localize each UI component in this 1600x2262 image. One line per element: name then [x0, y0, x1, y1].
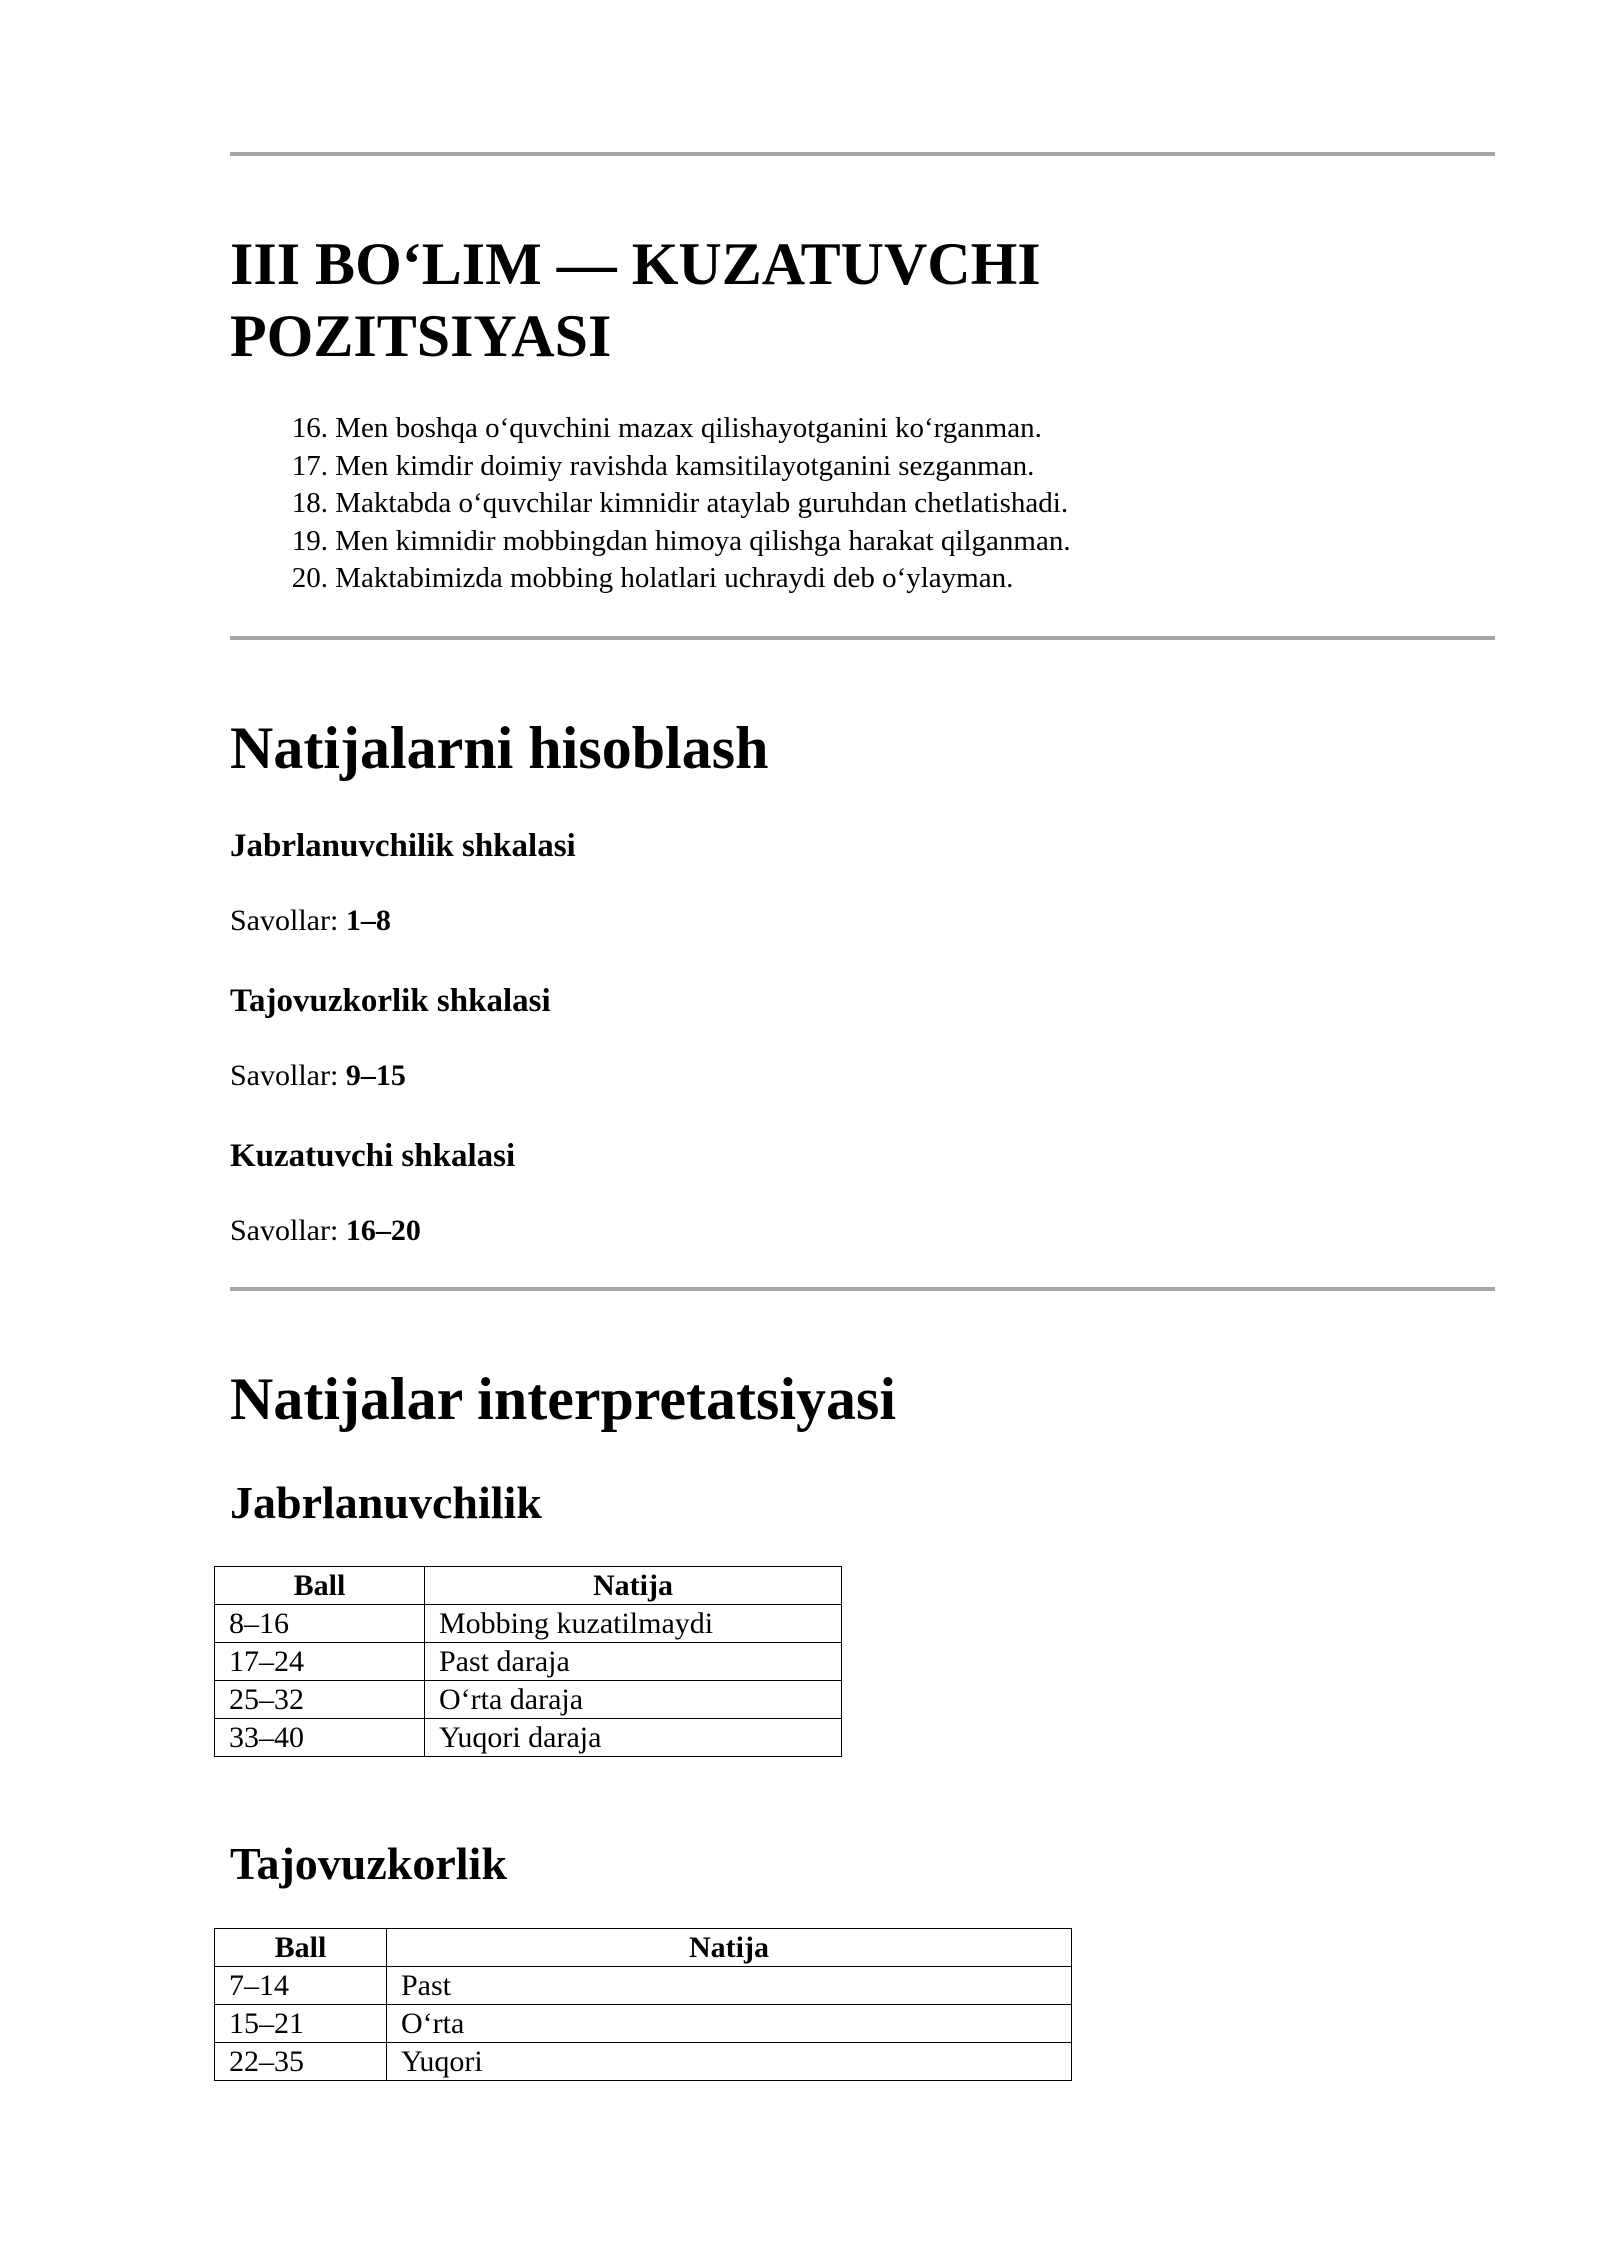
item-text: Maktabimizda mobbing holatlari uchraydi deb o‘ylayman. [335, 562, 1014, 594]
item-number: 17. [291, 449, 328, 482]
result-cell: Past [387, 1967, 1072, 2005]
list-item [230, 523, 1071, 561]
score-cell: 22–35 [215, 2043, 387, 2081]
scoring-title: Natijalarni hisoblash [230, 715, 769, 781]
aggression-table [214, 1928, 1072, 2081]
list-item [230, 485, 1071, 523]
section-title: III BO‘LIM — KUZATUVCHI POZITSIYASI [230, 231, 1041, 369]
item-number: 16. [291, 412, 328, 444]
result-cell: Yuqori daraja [425, 1719, 842, 1757]
table-row [215, 1719, 842, 1757]
scale-heading: Jabrlanuvchilik shkalasi [230, 828, 576, 864]
column-header: Natija [425, 1567, 842, 1605]
column-header: Natija [387, 1929, 1072, 1967]
table-row [215, 2005, 1072, 2043]
score-cell: 33–40 [215, 1719, 425, 1757]
item-text: Men kimnidir mobbingdan himoya qilishga harakat qilganman. [335, 524, 1071, 557]
questions-range: 9–15 [345, 1059, 406, 1092]
result-cell: O‘rta [387, 2005, 1072, 2043]
item-text: Maktabda o‘quvchilar kimnidir ataylab guruhdan chetlatishadi. [335, 487, 1069, 519]
result-cell: Past daraja [425, 1643, 842, 1681]
list-item [230, 448, 1071, 486]
table-row [215, 1967, 1072, 2005]
table-row [215, 1643, 842, 1681]
scale-heading: Tajovuzkorlik shkalasi [230, 983, 551, 1019]
questions-label: Savollar: [230, 1214, 339, 1247]
scale-heading: Kuzatuvchi shkalasi [230, 1138, 516, 1174]
score-cell: 15–21 [215, 2005, 387, 2043]
victim-subtitle: Jabrlanuvchilik [230, 1477, 542, 1528]
table-header-row [215, 1567, 842, 1605]
scale-questions [230, 903, 391, 939]
questions-range: 1–8 [345, 904, 391, 937]
score-cell: 25–32 [215, 1681, 425, 1719]
questions-label: Savollar: [230, 904, 339, 937]
result-cell: O‘rta daraja [425, 1681, 842, 1719]
interpretation-title: Natijalar interpretatsiyasi [230, 1366, 897, 1432]
item-number: 19. [291, 524, 328, 557]
table-row [215, 1681, 842, 1719]
questions-label: Savollar: [230, 1059, 339, 1092]
aggression-subtitle: Tajovuzkorlik [230, 1838, 507, 1889]
score-cell: 8–16 [215, 1605, 425, 1643]
list-item [230, 410, 1071, 448]
divider [230, 152, 1495, 156]
score-cell: 7–14 [215, 1967, 387, 2005]
column-header: Ball [215, 1567, 425, 1605]
item-number: 20. [291, 562, 328, 594]
question-list [230, 410, 1071, 598]
score-cell: 17–24 [215, 1643, 425, 1681]
item-number: 18. [291, 487, 328, 519]
column-header: Ball [215, 1929, 387, 1967]
result-cell: Yuqori [387, 2043, 1072, 2081]
scale-questions [230, 1213, 421, 1249]
result-cell: Mobbing kuzatilmaydi [425, 1605, 842, 1643]
table-header-row [215, 1929, 1072, 1967]
table-row [215, 2043, 1072, 2081]
list-item [230, 560, 1071, 598]
table-row [215, 1605, 842, 1643]
divider [230, 636, 1495, 640]
divider [230, 1287, 1495, 1291]
item-text: Men kimdir doimiy ravishda kamsitilayotganini sezganman. [335, 449, 1035, 482]
scale-questions [230, 1058, 406, 1094]
victim-table [214, 1566, 842, 1757]
item-text: Men boshqa o‘quvchini mazax qilishayotganini ko‘rganman. [335, 412, 1042, 444]
questions-range: 16–20 [345, 1214, 421, 1247]
